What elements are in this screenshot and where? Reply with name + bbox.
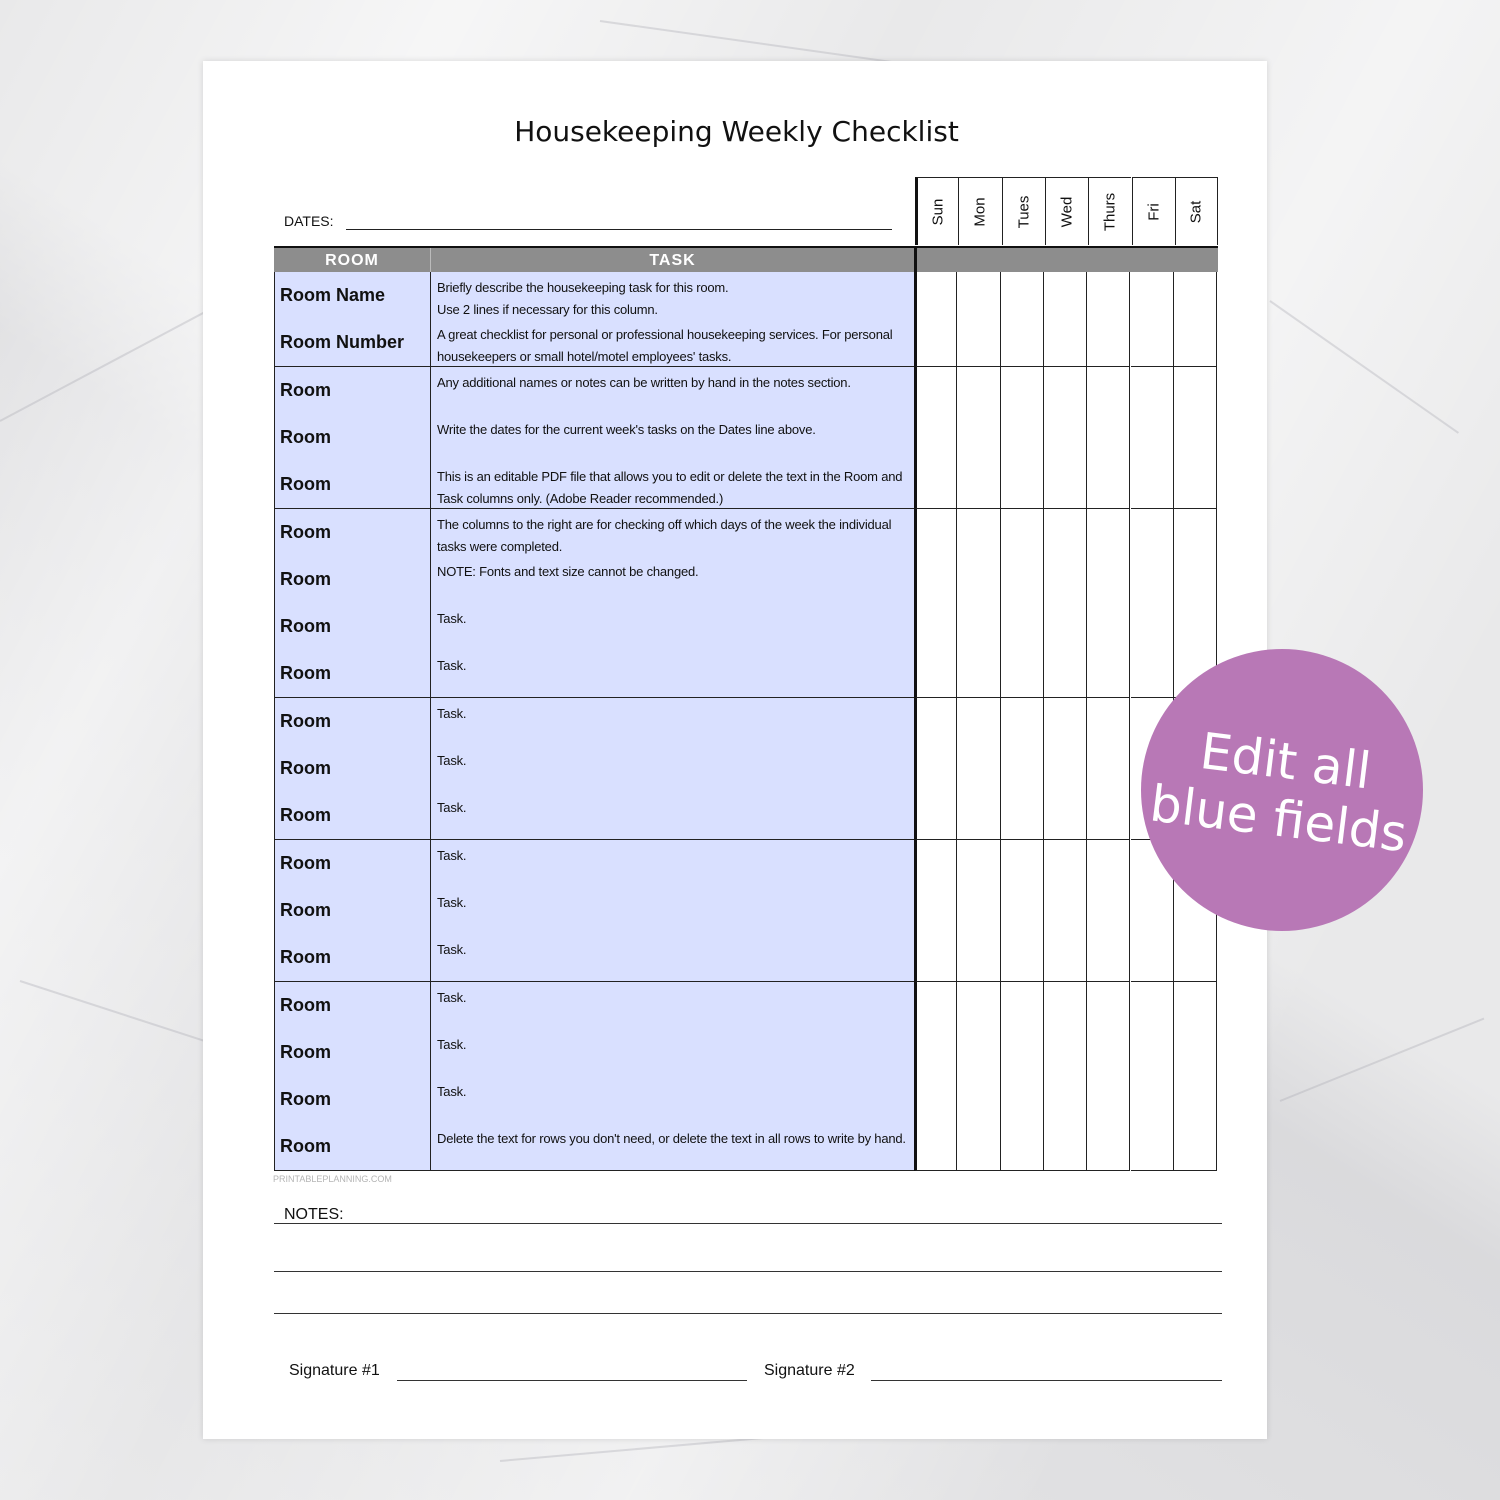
day-checkbox-fri[interactable] [1131,367,1174,415]
day-checkbox-tues[interactable] [1001,367,1044,415]
day-header-label: Tues [1015,195,1033,228]
room-field[interactable]: Room [274,461,431,509]
day-checkbox-thurs[interactable] [1087,982,1130,1030]
room-field[interactable]: Room Name [274,272,431,320]
marble-vein [20,980,230,1050]
day-checkbox-tues[interactable] [1001,1123,1044,1171]
day-checkbox-mon[interactable] [957,509,1000,557]
task-field[interactable]: Task. [431,745,914,793]
day-checkbox-wed[interactable] [1044,556,1087,604]
day-checkbox-sat[interactable] [1174,319,1217,367]
day-checkbox-fri[interactable] [1131,461,1174,509]
day-checkbox-sat[interactable] [1174,934,1217,982]
watermark: PRINTABLEPLANNING.COM [273,1174,392,1184]
day-checkbox-tues[interactable] [1001,887,1044,935]
day-checkbox-sun[interactable] [914,1029,957,1077]
day-checkbox-sun[interactable] [914,745,957,793]
day-checkbox-fri[interactable] [1131,414,1174,462]
day-checkbox-fri[interactable] [1131,556,1174,604]
task-field[interactable]: Task. [431,792,914,840]
task-field[interactable]: Task. [431,1029,914,1077]
day-checkbox-tues[interactable] [1001,1029,1044,1077]
table-row [274,650,1218,698]
day-checkbox-sun[interactable] [914,840,957,888]
day-checkbox-mon[interactable] [957,1029,1000,1077]
day-checkbox-wed[interactable] [1044,982,1087,1030]
day-checkbox-mon[interactable] [957,650,1000,698]
signature-1-label: Signature #1 [289,1362,380,1379]
marble-vein [1269,300,1459,434]
day-checkbox-mon[interactable] [957,698,1000,746]
day-checkbox-wed[interactable] [1044,698,1087,746]
day-header-wed [1045,177,1088,245]
day-checkbox-wed[interactable] [1044,745,1087,793]
day-checkbox-thurs[interactable] [1087,556,1130,604]
task-field[interactable]: Delete the text for rows you don't need, or delete the text in all rows to write by hand. [431,1123,914,1171]
task-field[interactable]: The columns to the right are for checking off which days of the week the individual tasks were completed. [431,509,914,557]
day-checkbox-sat[interactable] [1174,556,1217,604]
signature-2-line[interactable] [871,1380,1222,1381]
day-checkbox-sat[interactable] [1174,461,1217,509]
table-row [274,556,1218,604]
day-checkbox-tues[interactable] [1001,319,1044,367]
room-field[interactable]: Room [274,698,431,746]
room-column-header: ROOM [274,248,431,272]
room-field[interactable]: Room [274,1029,431,1077]
task-field[interactable]: Any additional names or notes can be written by hand in the notes section. [431,367,914,415]
day-checkbox-thurs[interactable] [1087,1076,1130,1124]
table-row [274,319,1218,367]
day-checkbox-mon[interactable] [957,887,1000,935]
day-checkbox-sat[interactable] [1174,1076,1217,1124]
day-checkbox-sun[interactable] [914,887,957,935]
day-checkbox-wed[interactable] [1044,887,1087,935]
day-checkbox-tues[interactable] [1001,698,1044,746]
notes-line[interactable] [274,1223,1222,1224]
task-field[interactable]: Write the dates for the current week's tasks on the Dates line above. [431,414,914,462]
table-row [274,982,1218,1030]
day-checkbox-mon[interactable] [957,792,1000,840]
marble-vein [1280,1018,1485,1102]
table-row [274,1123,1218,1171]
day-checkbox-tues[interactable] [1001,792,1044,840]
day-checkbox-fri[interactable] [1131,319,1174,367]
day-header-sat [1175,177,1218,245]
day-checkbox-mon[interactable] [957,1123,1000,1171]
day-checkbox-sun[interactable] [914,1076,957,1124]
task-field[interactable]: A great checklist for personal or professional housekeeping services. For personal housekeepers or small hotel/motel employees' tasks. [431,319,914,367]
day-checkbox-mon[interactable] [957,461,1000,509]
day-checkbox-sat[interactable] [1174,367,1217,415]
day-checkbox-tues[interactable] [1001,272,1044,320]
task-field[interactable]: This is an editable PDF file that allows you to edit or delete the text in the Room and Task columns only. (Adobe Reader recommended.) [431,461,914,509]
day-checkbox-mon[interactable] [957,982,1000,1030]
day-checkbox-mon[interactable] [957,934,1000,982]
day-header-label: Fri [1145,202,1163,221]
day-checkbox-mon[interactable] [957,319,1000,367]
day-checkbox-wed[interactable] [1044,509,1087,557]
table-row [274,603,1218,651]
day-checkbox-thurs[interactable] [1087,887,1130,935]
day-checkbox-wed[interactable] [1044,603,1087,651]
task-field[interactable]: Briefly describe the housekeeping task for this room. Use 2 lines if necessary for this column. [431,272,914,320]
day-checkbox-sat[interactable] [1174,603,1217,651]
day-checkbox-wed[interactable] [1044,272,1087,320]
table-row [274,414,1218,462]
day-header-thurs [1088,177,1131,245]
room-field[interactable]: Room [274,887,431,935]
day-header-fri [1132,177,1175,245]
day-checkbox-thurs[interactable] [1087,650,1130,698]
day-checkbox-sun[interactable] [914,414,957,462]
day-header-tues [1002,177,1045,245]
table-row [274,840,1218,888]
task-column-header: TASK [649,252,696,269]
day-checkbox-thurs[interactable] [1087,414,1130,462]
room-field[interactable]: Room [274,840,431,888]
room-field[interactable]: Room [274,650,431,698]
day-checkbox-sun[interactable] [914,272,957,320]
task-field[interactable]: Task. [431,934,914,982]
task-field[interactable]: Task. [431,698,914,746]
day-checkbox-wed[interactable] [1044,1029,1087,1077]
day-checkbox-sun[interactable] [914,934,957,982]
day-checkbox-thurs[interactable] [1087,840,1130,888]
task-field[interactable]: Task. [431,1076,914,1124]
room-field[interactable]: Room [274,934,431,982]
task-field[interactable]: Task. [431,650,914,698]
day-checkbox-fri[interactable] [1131,650,1174,698]
room-field[interactable]: Room [274,556,431,604]
day-checkbox-wed[interactable] [1044,461,1087,509]
day-checkbox-wed[interactable] [1044,934,1087,982]
day-checkbox-tues[interactable] [1001,556,1044,604]
room-field[interactable]: Room [274,1123,431,1171]
day-checkbox-sun[interactable] [914,698,957,746]
room-field[interactable]: Room [274,414,431,462]
table-row [274,1076,1218,1124]
day-header-label: Mon [971,196,989,227]
day-checkbox-sun[interactable] [914,367,957,415]
day-header-label: Sat [1187,200,1205,223]
day-checkbox-wed[interactable] [1044,414,1087,462]
room-field[interactable]: Room [274,509,431,557]
day-checkbox-sun[interactable] [914,982,957,1030]
room-field[interactable]: Room [274,982,431,1030]
day-checkbox-mon[interactable] [957,603,1000,651]
day-checkbox-thurs[interactable] [1087,934,1130,982]
day-checkbox-sat[interactable] [1174,1029,1217,1077]
day-checkbox-mon[interactable] [957,1076,1000,1124]
day-checkbox-thurs[interactable] [1087,792,1130,840]
room-field[interactable]: Room [274,603,431,651]
day-checkbox-wed[interactable] [1044,650,1087,698]
day-header-mon [958,177,1001,245]
day-checkbox-thurs[interactable] [1087,272,1130,320]
badge-text: Edit all blue fields [1146,722,1410,864]
day-checkbox-fri[interactable] [1131,509,1174,557]
task-field[interactable]: Task. [431,603,914,651]
table-row [274,745,1218,793]
task-field[interactable]: Task. [431,887,914,935]
signature-1-line[interactable] [397,1380,747,1381]
table-row [274,887,1218,935]
day-checkbox-sun[interactable] [914,319,957,367]
day-checkbox-sat[interactable] [1174,414,1217,462]
day-checkbox-wed[interactable] [1044,1123,1087,1171]
day-checkbox-wed[interactable] [1044,319,1087,367]
day-checkbox-thurs[interactable] [1087,745,1130,793]
day-header-sun [915,177,958,245]
day-checkbox-thurs[interactable] [1087,319,1130,367]
table-row [274,272,1218,320]
table-row [274,1029,1218,1077]
day-checkbox-fri[interactable] [1131,982,1174,1030]
table-row [274,698,1218,746]
room-field[interactable]: Room [274,792,431,840]
day-checkbox-fri[interactable] [1131,1029,1174,1077]
day-checkbox-sat[interactable] [1174,509,1217,557]
day-checkbox-wed[interactable] [1044,840,1087,888]
table-row [274,461,1218,509]
day-checkbox-mon[interactable] [957,556,1000,604]
notes-label: NOTES: [284,1206,344,1223]
day-checkbox-mon[interactable] [957,367,1000,415]
day-checkbox-fri[interactable] [1131,1123,1174,1171]
day-checkbox-sun[interactable] [914,461,957,509]
day-checkbox-thurs[interactable] [1087,1123,1130,1171]
day-header-label: Wed [1058,196,1076,227]
table-row [274,367,1218,415]
day-checkbox-tues[interactable] [1001,982,1044,1030]
day-checkbox-tues[interactable] [1001,840,1044,888]
day-checkbox-fri[interactable] [1131,272,1174,320]
task-field[interactable]: Task. [431,982,914,1030]
day-checkbox-tues[interactable] [1001,461,1044,509]
day-checkbox-sat[interactable] [1174,982,1217,1030]
signature-2-label: Signature #2 [764,1362,855,1379]
task-field[interactable]: NOTE: Fonts and text size cannot be changed. [431,556,914,604]
day-checkbox-sat[interactable] [1174,1123,1217,1171]
day-checkbox-thurs[interactable] [1087,509,1130,557]
day-checkbox-mon[interactable] [957,745,1000,793]
table-row [274,934,1218,982]
room-field[interactable]: Room [274,1076,431,1124]
room-field[interactable]: Room [274,367,431,415]
day-checkbox-sat[interactable] [1174,272,1217,320]
day-checkbox-sun[interactable] [914,650,957,698]
day-checkbox-tues[interactable] [1001,414,1044,462]
marble-vein [0,298,230,422]
day-checkbox-sun[interactable] [914,556,957,604]
dates-label: DATES: [284,213,334,229]
day-checkbox-mon[interactable] [957,414,1000,462]
day-checkbox-thurs[interactable] [1087,461,1130,509]
day-checkbox-thurs[interactable] [1087,698,1130,746]
day-checkbox-tues[interactable] [1001,603,1044,651]
task-field[interactable]: Task. [431,840,914,888]
day-checkbox-thurs[interactable] [1087,603,1130,651]
day-checkbox-tues[interactable] [1001,934,1044,982]
room-field[interactable]: Room [274,745,431,793]
day-checkbox-tues[interactable] [1001,1076,1044,1124]
day-checkbox-fri[interactable] [1131,887,1174,935]
room-field[interactable]: Room Number [274,319,431,367]
day-checkbox-mon[interactable] [957,840,1000,888]
page-title: Housekeeping Weekly Checklist [514,115,959,148]
table-row [274,509,1218,557]
day-checkbox-wed[interactable] [1044,367,1087,415]
day-checkbox-sun[interactable] [914,1123,957,1171]
day-checkbox-thurs[interactable] [1087,1029,1130,1077]
notes-line[interactable] [274,1313,1222,1314]
day-checkbox-sun[interactable] [914,603,957,651]
day-header-label: Thurs [1101,192,1119,231]
day-checkbox-sun[interactable] [914,509,957,557]
day-checkbox-fri[interactable] [1131,603,1174,651]
day-checkbox-wed[interactable] [1044,1076,1087,1124]
day-checkbox-sun[interactable] [914,792,957,840]
day-checkbox-fri[interactable] [1131,934,1174,982]
days-column-header [914,248,1218,272]
notes-line[interactable] [274,1271,1222,1272]
day-header-label: Sun [929,198,947,225]
table-header-row [274,246,1218,272]
day-checkbox-fri[interactable] [1131,1076,1174,1124]
edit-fields-badge [1141,649,1423,931]
day-checkbox-mon[interactable] [957,272,1000,320]
day-checkbox-wed[interactable] [1044,792,1087,840]
day-checkbox-tues[interactable] [1001,509,1044,557]
day-checkbox-tues[interactable] [1001,745,1044,793]
dates-input-line[interactable] [346,229,892,230]
day-checkbox-tues[interactable] [1001,650,1044,698]
table-row [274,792,1218,840]
day-checkbox-thurs[interactable] [1087,367,1130,415]
